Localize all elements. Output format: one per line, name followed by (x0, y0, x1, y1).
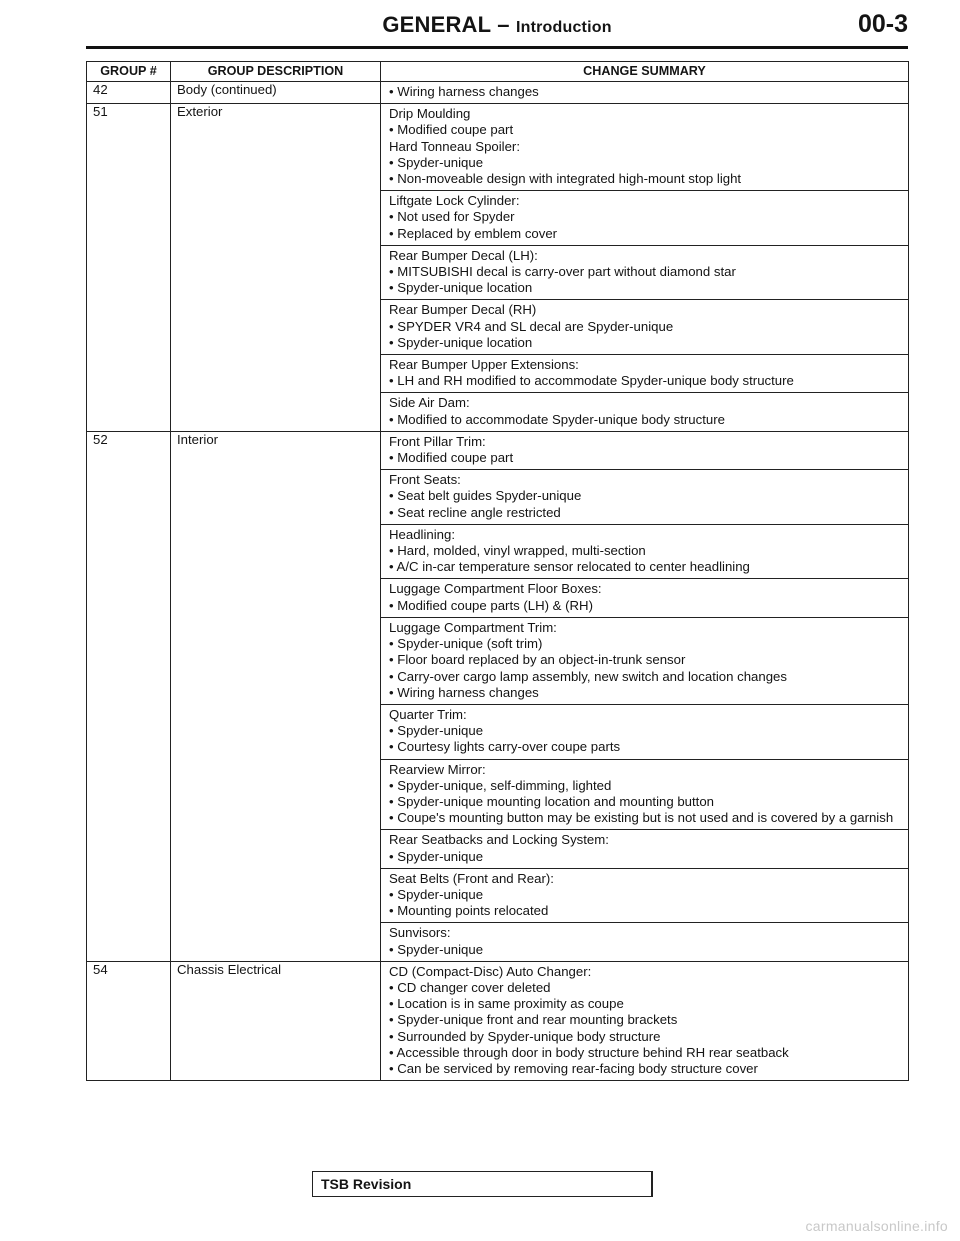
change-summary-cell (381, 961, 909, 1080)
change-item-heading: Rear Seatbacks and Locking System: (389, 832, 609, 848)
change-item-heading: Hard Tonneau Spoiler: (389, 138, 520, 154)
group-number-cell (87, 759, 171, 830)
change-item-heading: Seat Belts (Front and Rear): (389, 870, 554, 886)
change-summary-table (86, 61, 909, 1081)
table-row (87, 579, 909, 617)
change-bullet: • Seat recline angle restricted (389, 504, 561, 520)
table-row (87, 524, 909, 579)
table-row (87, 191, 909, 246)
table-row (87, 431, 909, 469)
change-bullet: • Modified coupe part (389, 450, 514, 466)
group-description-cell (171, 524, 381, 579)
change-bullet: • Spyder-unique location (389, 280, 533, 296)
table-row (87, 104, 909, 191)
group-number-cell: 42 (87, 82, 171, 104)
column-header-group: GROUP # (87, 62, 171, 82)
group-description-cell (171, 868, 381, 923)
section-subtitle: Introduction (515, 19, 612, 36)
tsb-revision-box (312, 1171, 653, 1197)
change-summary-cell (381, 104, 909, 191)
table-row (87, 923, 909, 961)
change-summary-cell (381, 82, 909, 104)
change-bullet: • CD changer cover deleted (389, 979, 551, 995)
change-summary-cell (381, 470, 909, 525)
watermark: carmanualsonline.info (805, 1218, 948, 1234)
page-number: 00-3 (857, 10, 908, 38)
change-item-heading: Drip Moulding (389, 106, 471, 122)
group-description-cell (171, 617, 381, 704)
change-item-heading: Front Seats: (389, 472, 461, 488)
change-summary-cell (381, 431, 909, 469)
change-summary-cell (381, 300, 909, 355)
change-bullet: • Not used for Spyder (389, 209, 515, 225)
change-summary-cell (381, 759, 909, 830)
change-summary-cell (381, 617, 909, 704)
table-row (87, 704, 909, 759)
change-summary-cell (381, 524, 909, 579)
group-number-cell (87, 470, 171, 525)
change-bullet: • SPYDER VR4 and SL decal are Spyder-unique (389, 318, 674, 334)
group-number-cell (87, 617, 171, 704)
change-bullet: • Replaced by emblem cover (389, 225, 558, 241)
change-item-heading: Headlining: (389, 526, 455, 542)
table-row (87, 245, 909, 300)
change-bullet: • Spyder-unique (389, 154, 484, 170)
group-number-cell (87, 579, 171, 617)
table-row (87, 300, 909, 355)
change-summary-cell (381, 245, 909, 300)
change-bullet: • Modified coupe part (389, 122, 514, 138)
change-bullet: • Spyder-unique location (389, 334, 533, 350)
change-bullet: • Floor board replaced by an object-in-trunk sensor (389, 652, 686, 668)
change-summary-cell (381, 579, 909, 617)
change-bullet: • Accessible through door in body structure behind RH rear seatback (389, 1044, 789, 1060)
change-bullet: • Spyder-unique (389, 941, 484, 957)
change-summary-cell (381, 393, 909, 431)
page-header (86, 0, 908, 49)
change-item-heading: Rearview Mirror: (389, 761, 486, 777)
change-bullet: • Carry-over cargo lamp assembly, new switch and location changes (389, 668, 787, 684)
group-description-cell: Exterior (171, 104, 381, 191)
group-number-cell (87, 868, 171, 923)
change-bullet: • Courtesy lights carry-over coupe parts (389, 739, 621, 755)
change-bullet: • Wiring harness changes (389, 84, 539, 99)
group-number-cell (87, 923, 171, 961)
tsb-revision-label: TSB Revision (321, 1176, 412, 1192)
change-item-heading: Sunvisors: (389, 925, 451, 941)
change-bullet: • Coupe's mounting button may be existing but is not used and is covered by a garnish (389, 810, 894, 826)
group-number-cell: 52 (87, 431, 171, 469)
group-number-cell (87, 191, 171, 246)
change-summary-cell (381, 191, 909, 246)
table-row (87, 868, 909, 923)
group-description-cell (171, 579, 381, 617)
change-bullet: • Modified to accommodate Spyder-unique body structure (389, 411, 725, 427)
change-bullet: • Surrounded by Spyder-unique body structure (389, 1028, 661, 1044)
table-row (87, 82, 909, 104)
section-title: GENERAL (382, 12, 491, 37)
change-bullet: • Spyder-unique, self-dimming, lighted (389, 777, 612, 793)
group-description-cell: Interior (171, 431, 381, 469)
table-row (87, 355, 909, 393)
change-item-heading: Luggage Compartment Floor Boxes: (389, 581, 602, 597)
change-item-heading: Rear Bumper Decal (RH) (389, 302, 537, 318)
group-number-cell (87, 245, 171, 300)
group-number-cell (87, 704, 171, 759)
change-bullet: • Location is in same proximity as coupe (389, 996, 624, 1012)
title-dash: – (497, 12, 510, 37)
page-title (86, 12, 908, 38)
change-bullet: • LH and RH modified to accommodate Spyder-unique body structure (389, 373, 794, 389)
change-summary-cell (381, 923, 909, 961)
change-item-heading: Luggage Compartment Trim: (389, 619, 557, 635)
change-bullet: • Spyder-unique (389, 723, 484, 739)
table-body (87, 82, 909, 1081)
change-bullet: • Spyder-unique mounting location and mounting button (389, 793, 714, 809)
group-description-cell (171, 300, 381, 355)
change-item-heading: Liftgate Lock Cylinder: (389, 193, 520, 209)
change-bullet: • Modified coupe parts (LH) & (RH) (389, 597, 593, 613)
table-row (87, 393, 909, 431)
group-description-cell (171, 704, 381, 759)
column-header-description: GROUP DESCRIPTION (171, 62, 381, 82)
group-description-cell (171, 470, 381, 525)
change-bullet: • Can be serviced by removing rear-facing body structure cover (389, 1060, 758, 1076)
group-description-cell: Body (continued) (171, 82, 381, 104)
group-description-cell (171, 830, 381, 868)
change-bullet: • Spyder-unique front and rear mounting brackets (389, 1012, 678, 1028)
group-number-cell (87, 300, 171, 355)
table-row (87, 470, 909, 525)
change-bullet: • Seat belt guides Spyder-unique (389, 488, 582, 504)
table-row (87, 759, 909, 830)
group-description-cell (171, 923, 381, 961)
group-number-cell (87, 524, 171, 579)
table-row (87, 830, 909, 868)
change-summary-cell (381, 868, 909, 923)
change-bullet: • Spyder-unique (389, 848, 484, 864)
change-item-heading: Front Pillar Trim: (389, 433, 486, 449)
group-description-cell: Chassis Electrical (171, 961, 381, 1080)
group-description-cell (171, 759, 381, 830)
change-item-heading: Side Air Dam: (389, 395, 470, 411)
change-summary-cell (381, 355, 909, 393)
table-row (87, 961, 909, 1080)
change-item-heading: Rear Bumper Decal (LH): (389, 247, 538, 263)
change-summary-cell (381, 830, 909, 868)
group-number-cell (87, 355, 171, 393)
group-description-cell (171, 245, 381, 300)
change-item-heading: Rear Bumper Upper Extensions: (389, 357, 579, 373)
group-number-cell: 54 (87, 961, 171, 1080)
change-bullet: • MITSUBISHI decal is carry-over part without diamond star (389, 264, 736, 280)
change-bullet: • Wiring harness changes (389, 684, 539, 700)
change-bullet: • Hard, molded, vinyl wrapped, multi-section (389, 543, 646, 559)
group-number-cell: 51 (87, 104, 171, 191)
change-bullet: • A/C in-car temperature sensor relocated to center headlining (389, 559, 750, 575)
column-header-change-summary: CHANGE SUMMARY (381, 62, 909, 82)
change-bullet: • Spyder-unique (soft trim) (389, 636, 543, 652)
change-bullet: • Spyder-unique (389, 886, 484, 902)
group-number-cell (87, 830, 171, 868)
group-description-cell (171, 191, 381, 246)
change-summary-cell (381, 704, 909, 759)
group-number-cell (87, 393, 171, 431)
change-item-heading: CD (Compact-Disc) Auto Changer: (389, 963, 592, 979)
change-bullet: • Non-moveable design with integrated high-mount stop light (389, 171, 742, 187)
group-description-cell (171, 355, 381, 393)
group-description-cell (171, 393, 381, 431)
table-header-row (87, 62, 909, 82)
table-row (87, 617, 909, 704)
change-item-heading: Quarter Trim: (389, 706, 467, 722)
change-bullet: • Mounting points relocated (389, 903, 549, 919)
